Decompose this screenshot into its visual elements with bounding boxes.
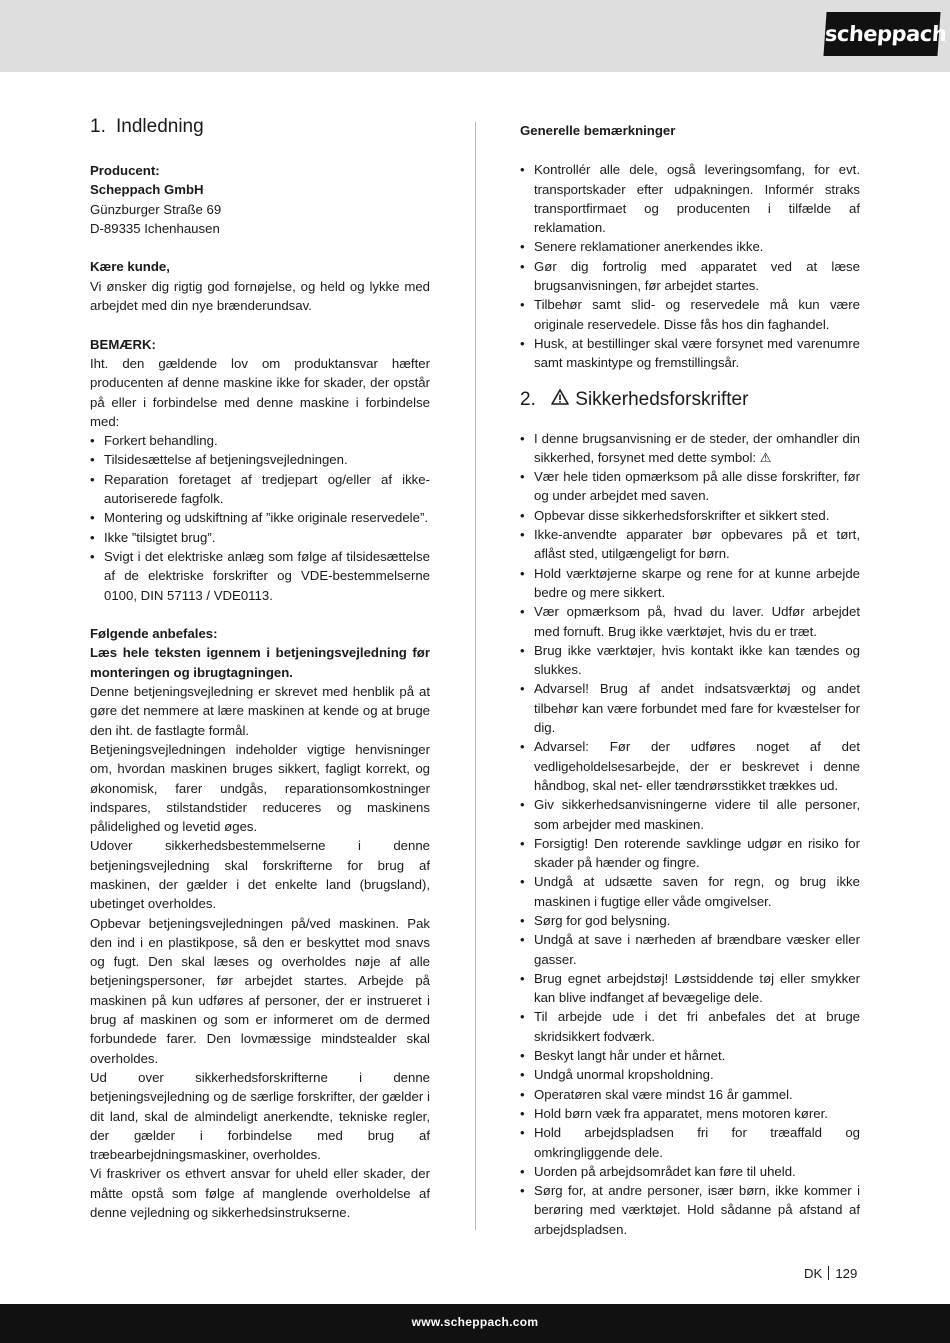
producer-city: D-89335 Ichenhausen — [90, 220, 220, 236]
list-item: • Husk, at bestillinger skal være forsynet med varenumre samt maskintype og fremstillingsår. — [520, 334, 860, 373]
producer-street: Günzburger Straße 69 — [90, 201, 222, 217]
section-2-heading — [520, 387, 860, 413]
scheppach-logo: scheppach — [823, 12, 940, 56]
list-item: • Operatøren skal være mindst 16 år gammel. — [520, 1085, 860, 1104]
list-item: • Vær opmærksom på, hvad du laver. Udfør arbejdet med fornuft. Brug ikke værktøjet, hvis du er træt. — [520, 602, 860, 641]
left-column — [90, 114, 430, 1222]
list-item: • Svigt i det elektriske anlæg som følge af tilsidesættelse af de elektriske forskrifter og VDE-bestemmelserne 0100, DIN 57113 / VDE0113. — [90, 547, 430, 605]
dear-customer-label: Kære kunde, — [90, 259, 170, 275]
footer-url: www.scheppach.com — [411, 1315, 539, 1329]
paragraph: Ud over sikkerhedsforskrifterne i denne betjeningsvejledning og de særlige forskrifter, der gælder i dit land, skal de almindeligt anerkendte, tekniske regler, der gælder i forbindelse med brug af træbearbejdningsmaskiner, overholdes. — [90, 1069, 430, 1163]
section-1-heading — [90, 114, 430, 140]
list-item: • Senere reklamationer anerkendes ikke. — [520, 237, 860, 256]
list-item: • Vær hele tiden opmærksom på alle disse forskrifter, før og under arbejdet med saven. — [520, 467, 860, 506]
list-item: • Advarsel: Før der udføres noget af det vedligeholdelsesarbejde, der er beskrevet i denne håndbog, skal net- eller tændrørsstikket trækkes ud. — [520, 737, 860, 795]
list-item: • Ikke ”tilsigtet brug”. — [90, 528, 430, 547]
producer-label: Producent: — [90, 163, 160, 178]
section-2-title: Sikkerhedsforskrifter — [575, 388, 749, 410]
list-item: • Reparation foretaget af tredjepart og/eller af ikke-autoriserede fagfolk. — [90, 470, 430, 509]
list-item: • Forsigtig! Den roterende savklinge udgør en risiko for skader på hænder og fingre. — [520, 834, 860, 873]
column-divider — [475, 122, 476, 1230]
paragraph: Betjeningsvejledningen indeholder vigtige henvisninger om, hvordan maskinen bruges sikkert, fagligt korrekt, og økonomisk, farer undgås, reparationsomkostninger indspares, stilstandstider reduceres og maskinens pålidelighed og levetid øges. — [90, 741, 430, 835]
page-language: DK — [804, 1266, 823, 1281]
list-item: • Beskyt langt hår under et hårnet. — [520, 1046, 860, 1065]
note-text: Iht. den gældende lov om produktansvar hæfter producenten af denne maskine ikke for skader, der opstår på eller i forbindelse med denne maskine i forbindelse med: — [90, 355, 430, 429]
recommend-bold-text: Læs hele teksten igennem i betjeningsvejledning før monteringen og ibrugtagningen. — [90, 645, 430, 680]
page-number-value: 129 — [835, 1266, 858, 1281]
list-item: • Opbevar disse sikkerhedsforskrifter et sikkert sted. — [520, 506, 860, 525]
note-label: BEMÆRK: — [90, 336, 156, 352]
warning-triangle-icon — [551, 387, 575, 413]
section-1-title: Indledning — [116, 116, 204, 137]
list-item: • Undgå at save i nærheden af brændbare væsker eller gasser. — [520, 930, 860, 969]
list-item: • Tilsidesættelse af betjeningsvejledningen. — [90, 450, 430, 469]
safety-list — [520, 429, 860, 1239]
list-item: • Advarsel! Brug af andet indsatsværktøj og andet tilbehør kan være forbundet med fare for kvæstelser for dig. — [520, 679, 860, 737]
list-item: • Undgå unormal kropsholdning. — [520, 1065, 860, 1084]
list-item: • Giv sikkerhedsanvisningerne videre til alle personer, som arbejder med maskinen. — [520, 795, 860, 834]
list-item: • Uorden på arbejdsområdet kan føre til uheld. — [520, 1162, 860, 1181]
list-item: • Brug ikke værktøjer, hvis kontakt ikke kan tændes og slukkes. — [520, 641, 860, 680]
list-item: • Ikke-anvendte apparater bør opbevares på et tørt, aflåst sted, utilgængeligt for børn. — [520, 525, 860, 564]
note-list — [90, 431, 430, 605]
paragraph: Udover sikkerhedsbestemmelserne i denne betjeningsvejledning skal forskrifterne for brug af maskinen, der gælder i det enkelte land (brugsland), ubetinget overholdes. — [90, 838, 430, 912]
list-item: • Montering og udskiftning af ”ikke originale reservedele”. — [90, 508, 430, 527]
page-header — [0, 0, 950, 72]
section-2-number: 2. — [520, 388, 536, 410]
list-item: • Tilbehør samt slid- og reservedele må kun være originale reservedele. Disse fås hos din faghandel. — [520, 295, 860, 334]
page-number — [804, 1266, 857, 1281]
section-1-number: 1. — [90, 116, 106, 137]
list-item: • Kontrollér alle dele, også leveringsomfang, for evt. transportskader efter udpakningen. Informér straks transportfirmaet og producenten i tilfælde af reklamation. — [520, 160, 860, 237]
paragraph: Vi fraskriver os ethvert ansvar for uheld eller skader, der måtte opstå som følge af manglende overholdelse af denne vejledning og sikkerhedsinstrukserne. — [90, 1166, 430, 1221]
paragraph: Denne betjeningsvejledning er skrevet med henblik på at gøre det nemmere at lære maskinen at kende og at bruge den iht. de fastlagte formål. — [90, 684, 430, 738]
producer-name: Scheppach GmbH — [90, 182, 204, 198]
list-item: • Hold værktøjerne skarpe og rene for at kunne arbejde bedre og mere sikkert. — [520, 564, 860, 603]
page-footer — [0, 1304, 950, 1343]
list-item: • Gør dig fortrolig med apparatet ved at læse brugsanvisningen, før arbejdet startes. — [520, 257, 860, 296]
list-item: • Til arbejde ude i det fri anbefales det at bruge skridsikkert fodværk. — [520, 1007, 860, 1046]
list-item: • Brug egnet arbejdstøj! Løstsiddende tøj eller smykker kan blive indfanget af bevægelige dele. — [520, 969, 860, 1008]
list-item: • Hold børn væk fra apparatet, mens motoren kører. — [520, 1104, 860, 1123]
list-item: • Forkert behandling. — [90, 431, 430, 450]
right-column — [520, 114, 860, 1239]
general-remarks-list — [520, 160, 860, 372]
list-item: • I denne brugsanvisning er de steder, der omhandler din sikkerhed, forsynet med dette symbol: ⚠ — [520, 429, 860, 468]
general-remarks-heading: Generelle bemærkninger — [520, 123, 676, 138]
dear-customer-text: Vi ønsker dig rigtig god fornøjelse, og held og lykke med arbejdet med din nye brænderundsav. — [90, 278, 430, 314]
list-item: • Sørg for god belysning. — [520, 911, 860, 930]
list-item: • Hold arbejdspladsen fri for træaffald og omkringliggende dele. — [520, 1123, 860, 1162]
paragraph: Opbevar betjeningsvejledningen på/ved maskinen. Pak den ind i en plastikpose, så den er beskyttet mod snavs og fugt. Den skal læses og overholdes nøje af alle betjeningspersoner, før arbejdet startes. Arbejde på maskinen på kun udføres af personer, der er instrueret i brug af maskinen og som er informeret om de dermed forbundede farer. Den lovmæssige mindstealder skal overholdes. — [90, 915, 430, 1066]
list-item: • Sørg for, at andre personer, især børn, ikke kommer i berøring med værktøjet. Hold sådanne på afstand af arbejdspladsen. — [520, 1181, 860, 1239]
recommend-label: Følgende anbefales: — [90, 626, 218, 642]
list-item: • Undgå at udsætte saven for regn, og brug ikke maskinen i fugtige eller våde omgivelser. — [520, 872, 860, 911]
